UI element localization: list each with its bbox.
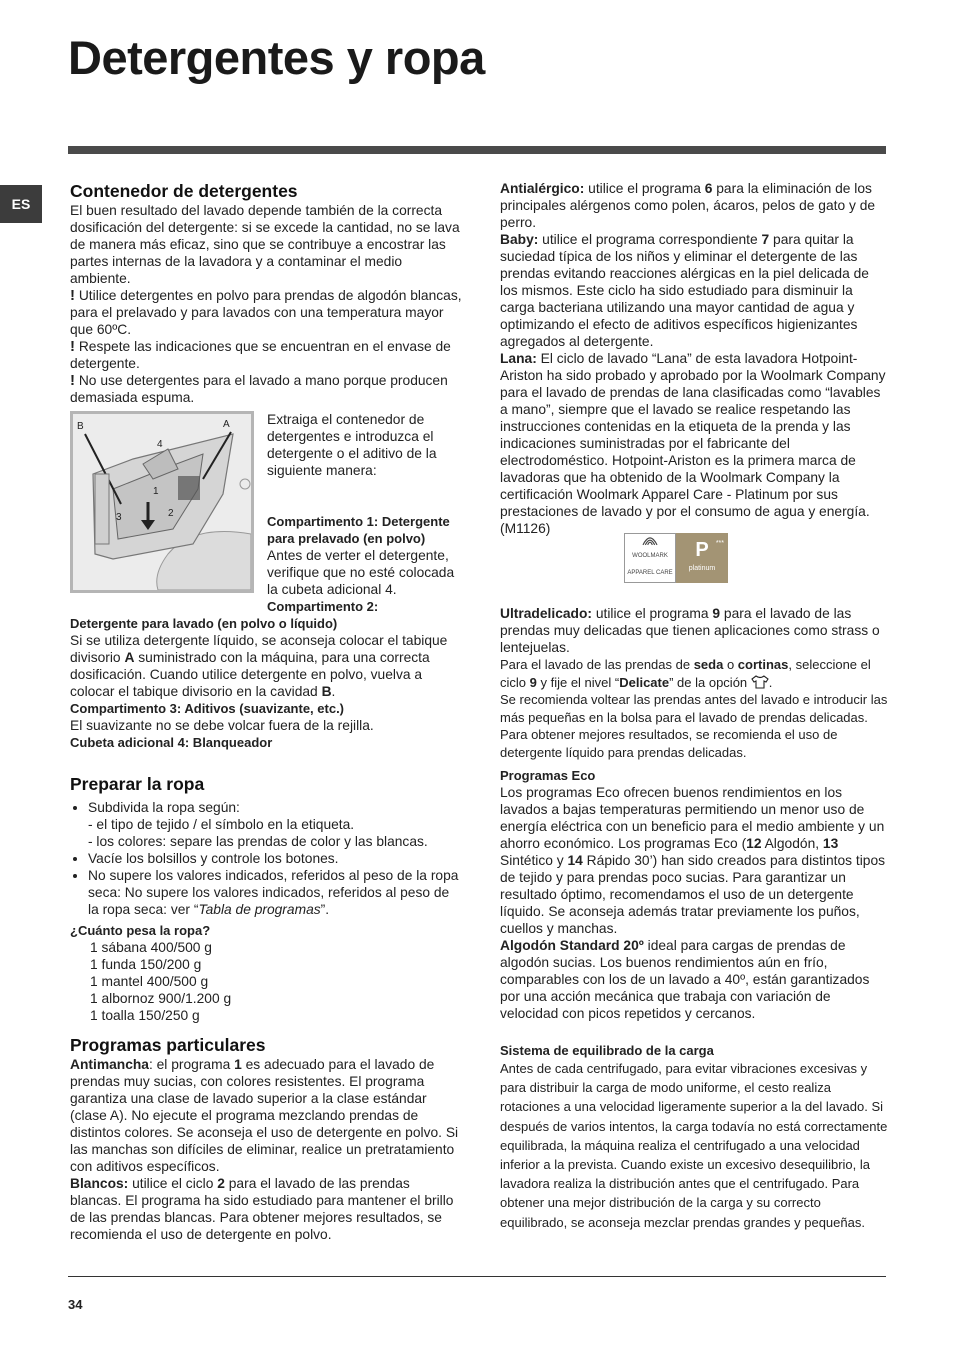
comp1-text: Antes de verter el detergente, verifique que no esté colocada la cubeta adicional 4. <box>267 548 455 597</box>
comp1-heading: Compartimento 1: Detergente para prelavado (en polvo) <box>267 514 450 546</box>
language-tab: ES <box>0 185 42 223</box>
ultradelicado-text: Ultradelicado: utilice el programa 9 para el lavado de las prendas muy delicadas que tienen aplicaciones como strass o lentejuelas. <box>500 606 880 655</box>
detergent-drawer-illustration <box>73 414 251 590</box>
header-rule <box>68 146 886 154</box>
figure-label-3: 3 <box>116 512 122 523</box>
figure-label-a: A <box>223 419 230 430</box>
comp3-heading: Compartimento 3: Aditivos (suavizante, etc.) <box>70 701 345 716</box>
figure-label-1: 1 <box>153 486 159 497</box>
platinum-logo: *** P platinum <box>676 533 728 583</box>
figure-row <box>70 411 462 615</box>
sistema-heading: Sistema de equilibrado de la carga <box>500 1043 714 1058</box>
left-column <box>70 180 462 1243</box>
page-number: 34 <box>68 1297 83 1312</box>
weights-list <box>70 939 462 1024</box>
figure-label-4: 4 <box>157 439 163 450</box>
exclamation-icon: ! <box>70 287 75 304</box>
exclamation-icon: ! <box>70 372 75 389</box>
list-item: • Subdivida la ropa según: - el tipo de tejido / el símbolo en la etiqueta. - los colores: separe las prendas de color y las blancas. <box>88 799 462 850</box>
comp2-heading-a: Compartimento 2: <box>267 599 379 614</box>
right-column <box>500 180 888 1232</box>
voltear-text: Se recomienda voltear las prendas antes del lavado e introducir las más pequeñas en la bolsa para el lavado de prendas delicadas. Para obtener mejores resultados, se recomienda el uso de detergente líquido para prendas delicadas. <box>500 692 888 760</box>
list-item: • Vacíe los bolsillos y controle los botones. <box>88 850 462 867</box>
list-item: 1 sábana 400/500 g <box>90 940 212 955</box>
certification-logos <box>624 533 888 583</box>
section-heading-contenedor: Contenedor de detergentes <box>70 181 298 201</box>
footer-rule <box>68 1276 886 1277</box>
algodon-text: Algodón Standard 20º ideal para cargas de prendas de algodón sucias. Los buenos rendimientos aún en frío, comparables con los de un lavado a 40º, están garantizados por una acción mecánica que trabaja con variación de velocidad con picos repetidos y cercanos. <box>500 938 870 1021</box>
list-item: 1 mantel 400/500 g <box>90 974 209 989</box>
warning-3: ! No use detergentes para el lavado a mano porque producen demasiada espuma. <box>70 372 448 405</box>
antialergico-text: Antialérgico: utilice el programa 6 para la eliminación de los principales alérgenos como polen, ácaros, pelos de gato y de perro. <box>500 181 876 230</box>
figure-caption-column <box>267 411 462 615</box>
warning-2: ! Respete las indicaciones que se encuentran en el envase de detergente. <box>70 338 451 371</box>
warning-1: ! Utilice detergentes en polvo para prendas de algodón blancas, para el prelavado y para lavados con una temperatura mayor que 60ºC. <box>70 287 462 337</box>
baby-text: Baby: utilice el programa correspondiente 7 para quitar la suciedad típica de los niños y eliminar el detergente de las prendas evitando reacciones alérgicas en la piel delicada de los mismos. Este ciclo ha sido estudiado para disminuir la carga bacteriana utilizando una mayor cantidad de agua y optimizando el efecto de aditivos específicos higienizantes agregados al detergente. <box>500 232 869 349</box>
antimancha-text: Antimancha: el programa 1 es adecuado para el lavado de prendas muy sucias, con colores resistentes. El programa garantiza una clase de lavado superior a la clase estándar (clase A). No ejecute el programa mezclando prendas de distintos colores. Se aconseja el uso de detergente en polvo. Si las manchas son difíciles de eliminar, realice un pretratamiento con aditivos específicos. <box>70 1057 459 1174</box>
detergent-drawer-figure <box>70 411 254 593</box>
list-item: 1 albornoz 900/1.200 g <box>90 991 232 1006</box>
eco-text: Los programas Eco ofrecen buenos rendimientos en los lavados a bajas temperaturas permitiendo un menor uso de energía eléctrica con un beneficio para el medio ambiente y un ahorro económico. Los programas Eco (12 Algodón, 13 Sintético y 14 Rápido 30’) han sido creados para distintos tipos de tejido y para prendas poco sucias. Para garantizar un resultado óptimo, recomendamos el uso de un detergente líquido. Se aconseja además tratar previamente los puños, cuellos y manchas. <box>500 785 886 936</box>
comp2-text: Si se utiliza detergente líquido, se aconseja colocar el tabique divisorio A suministrado con la máquina, para una correcta dosificación. Cuando utilice detergente en polvo, vuelva a colocar el tabique divisorio en la cavidad B. <box>70 633 448 699</box>
section-heading-programas: Programas particulares <box>70 1035 266 1055</box>
shirt-icon <box>751 675 769 689</box>
woolmark-icon <box>639 534 661 548</box>
sistema-text: Antes de cada centrifugado, para evitar vibraciones excesivas y para distribuir la carga de modo uniforme, el cesto realiza rotaciones a una velocidad ligeramente superior a la del lavado. Si después de varios intentos, la carga todavía no está correctamente equilibrada, la máquina realiza el centrifugado a una velocidad inferior a la prevista. Cuando existe un excesivo desequilibrio, la lavadora realiza la distribución antes que el centrifugado. Para obtener una mejor distribución de la carga y su correcto equilibrado, se aconseja mezclar prendas grandes y pequeñas. <box>500 1061 888 1230</box>
cubeta-heading: Cubeta adicional 4: Blanqueador <box>70 735 273 750</box>
comp2-heading-b: Detergente para lavado (en polvo o líquido) <box>70 616 338 631</box>
figure-label-2: 2 <box>168 508 174 519</box>
lana-text: Lana: El ciclo de lavado “Lana” de esta lavadora Hotpoint-Ariston ha sido probado y aprobado por la Woolmark Company para el lavado de prendas de lana clasificadas como “lavables a mano”, siempre que el lavado se realice respetando las instrucciones contenidas en la etiqueta de la prenda y las indicaciones suministradas por el fabricante del electrodoméstico. Hotpoint-Ariston es la primera marca de lavadoras que ha obtenido de la Woolmark Company la certificación Woolmark Apparel Care - Platinum por sus prestaciones de lavado y por el consumo de agua y energía. (M1126) <box>500 351 886 536</box>
exclamation-icon: ! <box>70 338 75 355</box>
section-heading-preparar: Preparar la ropa <box>70 774 205 794</box>
woolmark-logo: WOOLMARK APPAREL CARE <box>624 533 676 583</box>
eco-heading: Programas Eco <box>500 768 596 783</box>
list-item: • No supere los valores indicados, referidos al peso de la ropa seca: No supere los valores indicados, referidos al peso de la ropa seca: ver “Tabla de programas”. <box>88 867 462 918</box>
figure-label-b: B <box>77 421 84 432</box>
blancos-text: Blancos: utilice el ciclo 2 para el lavado de las prendas blancas. El programa ha sido estudiado para mantener el brillo de las prendas blancas. Para obtener mejores resultados, se recomienda el uso de detergente en polvo. <box>70 1176 454 1242</box>
seda-text: Para el lavado de las prendas de seda o cortinas, seleccione el ciclo 9 y fije el nivel “Delicate” de la opción . <box>500 657 871 690</box>
page-title: Detergentes y ropa <box>68 31 485 84</box>
cuanto-heading: ¿Cuánto pesa la ropa? <box>70 923 211 938</box>
list-item: 1 funda 150/200 g <box>90 957 202 972</box>
contenedor-intro: El buen resultado del lavado depende también de la correcta dosificación del detergente: si se excede la cantidad, no se lava de manera más eficaz, sino que se contribuye a encostrar las partes internas de la lavadora y a contaminar el medio ambiente. <box>70 203 460 286</box>
figure-instructions: Extraiga el contenedor de detergentes e introduzca el detergente o el aditivo de la siguiente manera: <box>267 412 437 478</box>
list-item: 1 toalla 150/250 g <box>90 1008 200 1023</box>
preparar-list <box>70 799 462 918</box>
comp3-text: El suavizante no se debe volcar fuera de la rejilla. <box>70 718 374 733</box>
